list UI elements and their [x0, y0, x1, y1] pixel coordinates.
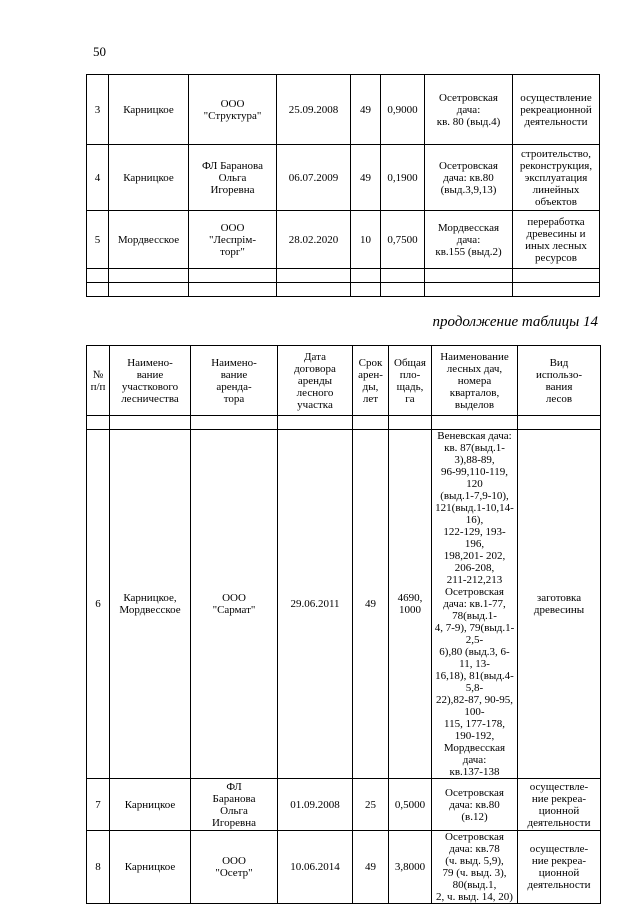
forestry-cell: Карницкое	[109, 75, 189, 145]
area-cell: 0,7500	[381, 211, 425, 269]
empty-cell	[381, 269, 425, 283]
table-row	[87, 211, 600, 269]
forest-dacha-cell: Осетровская дача: кв.80 (выд.3,9,13)	[425, 145, 513, 211]
area-cell: 3,8000	[389, 831, 432, 904]
lease-term-cell: 49	[353, 831, 389, 904]
empty-cell	[351, 283, 381, 297]
lease-term-cell: 49	[351, 75, 381, 145]
forestry-cell: Карницкое	[110, 831, 191, 904]
column-header: Наименование лесных дач, номера кварталов, выделов	[432, 346, 518, 416]
empty-cell	[353, 416, 389, 430]
forest-dacha-cell: Осетровская дача: кв. 80 (выд.4)	[425, 75, 513, 145]
lease-term-cell: 49	[351, 145, 381, 211]
table-row	[87, 145, 600, 211]
tenant-cell: ООО "Сармат"	[191, 430, 278, 779]
forestry-cell: Мордвесское	[109, 211, 189, 269]
forestry-cell: Карницкое, Мордвесское	[110, 430, 191, 779]
tenant-cell: ФЛ Баранова Ольга Игоревна	[189, 145, 277, 211]
empty-cell	[518, 416, 601, 430]
empty-cell	[432, 416, 518, 430]
area-cell: 0,5000	[389, 779, 432, 831]
table-row	[87, 430, 601, 779]
usage-type-cell: осуществление рекреационной деятельности	[513, 75, 600, 145]
contract-date-cell: 28.02.2020	[277, 211, 351, 269]
empty-cell	[277, 269, 351, 283]
usage-type-cell: переработка древесины и иных лесных ресурсов	[513, 211, 600, 269]
column-header: Дата договора аренды лесного участка	[278, 346, 353, 416]
area-cell: 0,9000	[381, 75, 425, 145]
tenant-cell: ООО "Осетр"	[191, 831, 278, 904]
usage-type-cell: осуществле- ние рекреа- ционной деятельности	[518, 831, 601, 904]
column-header: Общая пло- щадь, га	[389, 346, 432, 416]
empty-cell	[277, 283, 351, 297]
empty-cell	[191, 416, 278, 430]
empty-cell	[381, 283, 425, 297]
empty-cell	[87, 283, 109, 297]
table-row	[87, 416, 601, 430]
contract-date-cell: 10.06.2014	[278, 831, 353, 904]
row-number-cell: 4	[87, 145, 109, 211]
empty-cell	[425, 283, 513, 297]
row-number-cell: 8	[87, 831, 110, 904]
area-cell: 4690, 1000	[389, 430, 432, 779]
forest-dacha-cell: Веневская дача: кв. 87(выд.1-3),88-89, 96-99,110-119, 120 (выд.1-7,9-10), 121(выд.1-10,14-16), 122-129, 193-196, 198,201- 202, 206-208, 211-212,213 Осетровская дача: кв.1-77, 78(выд.1- 4, 7-9), 79(выд.1-2,5- 6),80 (выд.3, 6-11, 13- 16,18), 81(выд.4-5,8- 22),82-87, 90-95, 100- 115, 177-178, 190-192, Мордвесская дача: кв.137-138	[432, 430, 518, 779]
lease-term-cell: 49	[353, 430, 389, 779]
page-number: 50	[93, 44, 106, 59]
column-header: Срок арен- ды, лет	[353, 346, 389, 416]
area-cell: 0,1900	[381, 145, 425, 211]
column-header: Наимено- вание участкового лесничества	[110, 346, 191, 416]
row-number-cell: 5	[87, 211, 109, 269]
tenant-cell: ООО "Леспрім- торг"	[189, 211, 277, 269]
empty-cell	[189, 283, 277, 297]
empty-cell	[109, 283, 189, 297]
row-number-cell: 6	[87, 430, 110, 779]
table-continuation-label: продолжение таблицы 14	[432, 314, 598, 330]
lease-table-part2	[86, 345, 601, 904]
row-number-cell: 3	[87, 75, 109, 145]
empty-cell	[351, 269, 381, 283]
table-row	[87, 346, 601, 416]
column-header: № п/п	[87, 346, 110, 416]
row-number-cell: 7	[87, 779, 110, 831]
empty-cell	[513, 269, 600, 283]
empty-cell	[110, 416, 191, 430]
usage-type-cell: строительство, реконструкция, эксплуатация линейных объектов	[513, 145, 600, 211]
lease-term-cell: 10	[351, 211, 381, 269]
empty-cell	[389, 416, 432, 430]
tenant-cell: ООО "Структура"	[189, 75, 277, 145]
table-row	[87, 779, 601, 831]
forest-dacha-cell: Мордвесская дача: кв.155 (выд.2)	[425, 211, 513, 269]
usage-type-cell: осуществле- ние рекреа- ционной деятельности	[518, 779, 601, 831]
empty-cell	[278, 416, 353, 430]
table-row	[87, 283, 600, 297]
empty-cell	[87, 269, 109, 283]
forestry-cell: Карницкое	[110, 779, 191, 831]
lease-term-cell: 25	[353, 779, 389, 831]
usage-type-cell: заготовка древесины	[518, 430, 601, 779]
contract-date-cell: 06.07.2009	[277, 145, 351, 211]
empty-cell	[87, 416, 110, 430]
contract-date-cell: 01.09.2008	[278, 779, 353, 831]
column-header: Вид использо- вания лесов	[518, 346, 601, 416]
table-row	[87, 75, 600, 145]
lease-table-part1	[86, 74, 600, 297]
empty-cell	[109, 269, 189, 283]
empty-cell	[189, 269, 277, 283]
forest-dacha-cell: Осетровская дача: кв.80 (в.12)	[432, 779, 518, 831]
contract-date-cell: 29.06.2011	[278, 430, 353, 779]
tenant-cell: ФЛ Баранова Ольга Игоревна	[191, 779, 278, 831]
column-header: Наимено- вание аренда- тора	[191, 346, 278, 416]
empty-cell	[425, 269, 513, 283]
table-row	[87, 269, 600, 283]
table-row	[87, 831, 601, 904]
forest-dacha-cell: Осетровская дача: кв.78 (ч. выд. 5,9), 79 (ч. выд. 3), 80(выд.1, 2, ч. выд. 14, 20)	[432, 831, 518, 904]
contract-date-cell: 25.09.2008	[277, 75, 351, 145]
empty-cell	[513, 283, 600, 297]
forestry-cell: Карницкое	[109, 145, 189, 211]
